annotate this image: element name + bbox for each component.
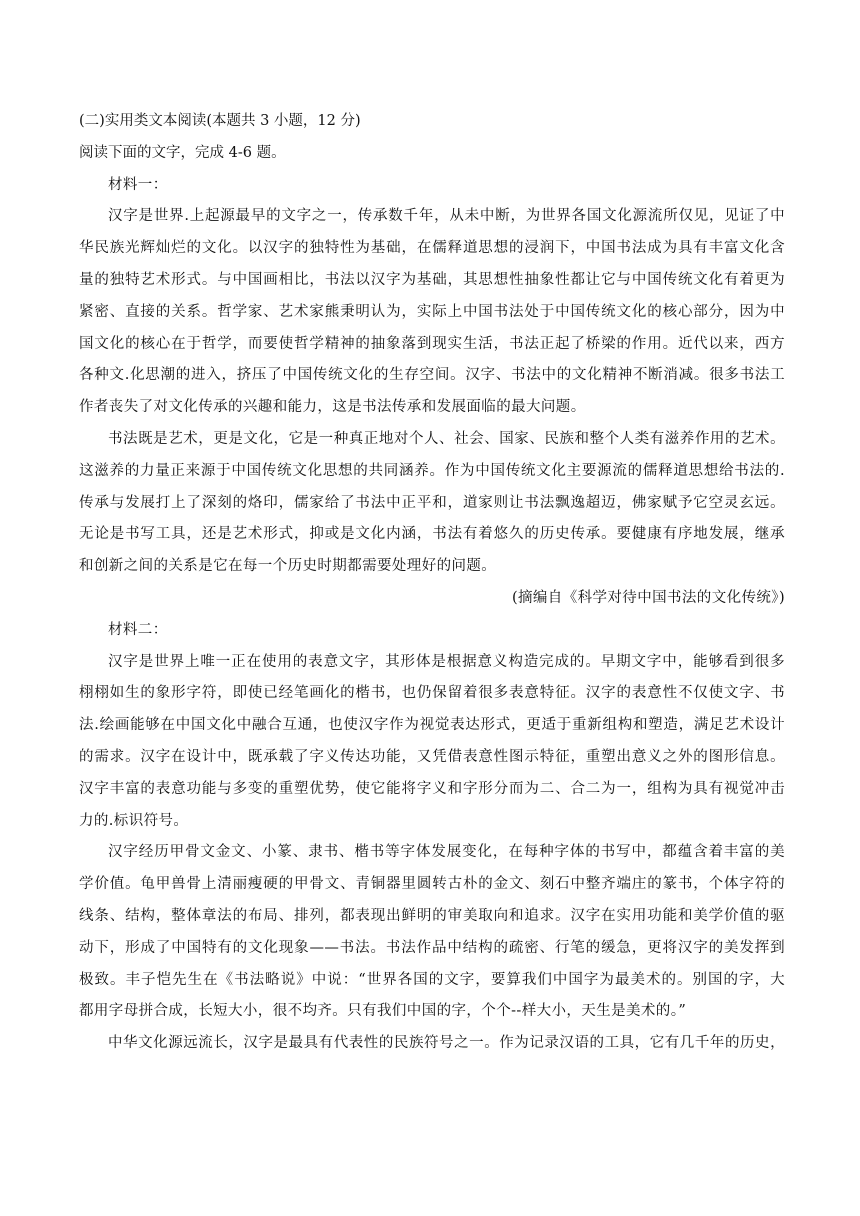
paragraph-line: 力的.标识符号。 bbox=[79, 812, 189, 829]
paragraph-line: 学价值。龟甲兽骨上清丽瘦硬的甲骨文、青铜器里圆转古朴的金文、刻石中整齐端庄的篆书，个体字符的 bbox=[79, 876, 785, 893]
document-page bbox=[79, 106, 785, 1060]
instruction: 阅读下面的文字，完成 4-6 题。 bbox=[79, 144, 286, 161]
paragraph-line: 量的独特艺术形式。与中国画相比，书法以汉字为基础，其思想性抽象性都让它与中国传统文化有着更为 bbox=[79, 271, 785, 288]
paragraph-line: 和创新之间的关系是它在每一个历史时期都需要处理好的问题。 bbox=[79, 558, 497, 575]
material-1-paragraph-2 bbox=[79, 424, 785, 583]
material-2-paragraph-1 bbox=[79, 647, 785, 838]
material-2-paragraph-3 bbox=[79, 1028, 785, 1060]
section-title: (二)实用类文本阅读(本题共 3 小题，12 分) bbox=[79, 113, 361, 129]
paragraph-line: 极致。丰子恺先生在《书法略说》中说：“世界各国的文字，要算我们中国字为最美术的。别国的字，大 bbox=[79, 971, 785, 988]
material-2-paragraph-2 bbox=[79, 837, 785, 1028]
material-1-label: 材料一： bbox=[108, 176, 168, 193]
material-2-label: 材料二： bbox=[108, 621, 168, 638]
paragraph-line: 汉字经历甲骨文金文、小篆、隶书、楷书等字体发展变化，在每种字体的书写中，都蕴含着丰富的美 bbox=[108, 844, 785, 861]
paragraph-line: 线条、结构，整体章法的布局、排列，都表现出鲜明的审美取向和追求。汉字在实用功能和美学价值的驱 bbox=[79, 907, 785, 924]
paragraph-line: 作者丧失了对文化传承的兴趣和能力，这是书法传承和发展面临的最大问题。 bbox=[79, 399, 586, 416]
paragraph-line: 汉字丰富的表意功能与多变的重塑优势，使它能将字义和字形分而为二、合二为一，组构为具有视觉冲击 bbox=[79, 780, 785, 797]
paragraph-line: 栩栩如生的象形字符，即使已经笔画化的楷书，也仍保留着很多表意特征。汉字的表意性不仅使文字、书 bbox=[79, 685, 785, 702]
paragraph-line: 书法既是艺术，更是文化，它是一种真正地对个人、社会、国家、民族和整个人类有滋养作用的艺术。 bbox=[108, 430, 785, 447]
paragraph-line: 传承与发展打上了深刻的烙印，儒家给了书法中正平和，道家则让书法飘逸超迈，佛家赋予它空灵玄远。 bbox=[79, 494, 785, 511]
paragraph-line: 的需求。汉字在设计中，既承载了字义传达功能，又凭借表意性图示特征，重塑出意义之外的图形信息。 bbox=[79, 748, 785, 765]
paragraph-line: 各种文.化思潮的进入，挤压了中国传统文化的生存空间。汉字、书法中的文化精神不断消减。很多书法工 bbox=[79, 367, 785, 384]
paragraph-line: 华民族光辉灿烂的文化。以汉字的独特性为基础，在儒释道思想的浸润下，中国书法成为具有丰富文化含 bbox=[79, 240, 785, 257]
paragraph-line: 无论是书写工具，还是艺术形式，抑或是文化内涵，书法有着悠久的历史传承。要健康有序地发展，继承 bbox=[79, 526, 785, 543]
paragraph-line: 动下，形成了中国特有的文化现象——书法。书法作品中结构的疏密、行笔的缓急，更将汉字的美发挥到 bbox=[79, 939, 785, 956]
paragraph-line: 这滋养的力量正来源于中国传统文化思想的共同涵养。作为中国传统文化主要源流的儒释道思想给书法的. bbox=[79, 462, 785, 479]
paragraph-line: 法.绘画能够在中国文化中融合互通，也使汉字作为视觉表达形式，更适于重新组构和塑造，满足艺术设计 bbox=[79, 717, 785, 734]
paragraph-line: 汉字是世界.上起源最早的文字之一，传承数千年，从未中断，为世界各国文化源流所仅见，见证了中 bbox=[108, 208, 785, 225]
material-1-paragraph-1 bbox=[79, 201, 785, 424]
paragraph-line: 汉字是世界上唯一正在使用的表意文字，其形体是根据意义构造完成的。早期文字中，能够看到很多 bbox=[108, 653, 785, 670]
material-1-source: (摘编自《科学对待中国书法的文化传统》) bbox=[511, 589, 785, 606]
paragraph-line: 都用字母拼合成，长短大小，很不均齐。只有我们中国的字，个个--样大小，天生是美术的。” bbox=[79, 1003, 687, 1020]
paragraph-line: 国文化的核心在于哲学，而要使哲学精神的抽象落到现实生活，书法正起了桥梁的作用。近代以来，西方 bbox=[79, 335, 785, 352]
paragraph-line: 中华文化源远流长，汉字是最具有代表性的民族符号之一。作为记录汉语的工具，它有几千年的历史， bbox=[108, 1035, 785, 1052]
paragraph-line: 紧密、直接的关系。哲学家、艺术家熊秉明认为，实际上中国书法处于中国传统文化的核心部分，因为中 bbox=[79, 303, 785, 320]
